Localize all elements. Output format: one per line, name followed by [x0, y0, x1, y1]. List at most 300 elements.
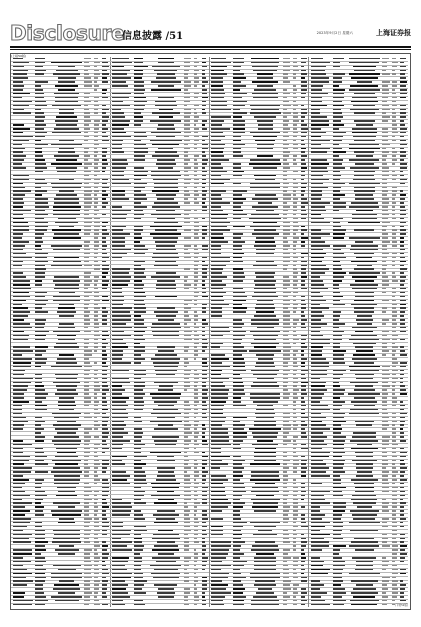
table-cell — [94, 210, 99, 212]
table-cell — [112, 311, 130, 313]
table-cell — [202, 530, 207, 532]
table-cell — [354, 112, 375, 114]
table-cell — [293, 557, 299, 559]
table-cell — [392, 304, 397, 306]
table-cell — [301, 187, 306, 189]
table-cell — [333, 268, 342, 270]
table-cell — [293, 66, 298, 68]
table-cell — [283, 460, 290, 462]
table-cell — [400, 600, 406, 602]
table-cell — [283, 210, 288, 212]
table-cell — [57, 171, 75, 173]
table-cell — [311, 77, 329, 79]
table-cell — [84, 389, 89, 391]
table-cell — [102, 202, 108, 204]
table-cell — [154, 265, 178, 267]
table-cell — [392, 413, 396, 415]
table-cell — [400, 596, 404, 598]
table-cell — [211, 499, 228, 501]
table-cell — [392, 557, 397, 559]
table-cell — [254, 346, 276, 348]
table-cell — [202, 304, 207, 306]
table-cell — [311, 327, 321, 329]
table-cell — [333, 374, 343, 376]
table-cell — [392, 151, 397, 153]
table-cell — [202, 565, 206, 567]
table-cell — [333, 514, 343, 516]
table-cell — [194, 190, 198, 192]
table-cell — [112, 541, 131, 543]
table-cell — [13, 553, 32, 555]
table-cell — [112, 424, 126, 426]
table-cell — [233, 89, 240, 91]
table-cell — [293, 144, 298, 146]
table-cell — [194, 155, 199, 157]
table-cell — [102, 159, 107, 161]
table-cell — [158, 350, 174, 352]
table-cell — [211, 311, 221, 313]
table-cell — [211, 405, 224, 407]
table-cell — [94, 284, 97, 286]
table-cell — [194, 460, 197, 462]
table-cell — [94, 105, 98, 107]
table-cell — [333, 140, 343, 142]
table-cell — [233, 300, 246, 302]
table-cell — [84, 202, 92, 204]
masthead-word: Disclosure — [10, 21, 125, 45]
table-cell — [233, 66, 240, 68]
table-cell — [112, 526, 123, 528]
table-cell — [154, 522, 179, 524]
table-cell — [158, 62, 175, 64]
table-cell — [112, 245, 124, 247]
table-cell — [194, 93, 199, 95]
table-cell — [301, 596, 305, 598]
table-cell — [134, 85, 144, 87]
table-cell — [382, 346, 387, 348]
table-cell — [94, 417, 97, 419]
table-cell — [283, 569, 289, 571]
table-cell — [35, 487, 41, 489]
table-cell — [35, 198, 49, 200]
table-cell — [84, 323, 89, 325]
table-cell — [112, 335, 131, 337]
table-cell — [354, 190, 376, 192]
table-cell — [211, 463, 228, 465]
table-cell — [333, 444, 344, 446]
table-cell — [283, 280, 290, 282]
table-cell — [184, 518, 190, 520]
table-cell — [202, 374, 208, 376]
table-cell — [202, 409, 208, 411]
table-cell — [102, 385, 108, 387]
table-cell — [283, 171, 287, 173]
table-cell — [13, 163, 22, 165]
table-cell — [84, 194, 91, 196]
table-cell — [254, 452, 276, 454]
table-cell — [134, 319, 144, 321]
table-cell — [355, 198, 374, 200]
table-cell — [112, 292, 122, 294]
table-cell — [350, 382, 378, 384]
table-cell — [53, 280, 79, 282]
table-cell — [233, 491, 245, 493]
table-cell — [400, 163, 406, 165]
table-cell — [293, 296, 296, 298]
table-cell — [333, 506, 347, 508]
table-cell — [202, 463, 208, 465]
table-cell — [211, 389, 229, 391]
table-cell — [233, 389, 244, 391]
table-cell — [35, 249, 42, 251]
table-cell — [382, 226, 387, 228]
table-cell — [184, 339, 192, 341]
table-cell — [311, 229, 321, 231]
table-cell — [311, 159, 328, 161]
table-cell — [35, 257, 48, 259]
table-cell — [94, 475, 97, 477]
table-cell — [400, 350, 405, 352]
table-cell — [84, 155, 90, 157]
table-cell — [13, 109, 24, 111]
table-cell — [156, 479, 176, 481]
table-cell — [35, 335, 47, 337]
table-cell — [57, 432, 76, 434]
table-cell — [400, 253, 404, 255]
table-cell — [194, 436, 199, 438]
table-cell — [392, 124, 397, 126]
table-cell — [94, 222, 99, 224]
table-cell — [112, 592, 128, 594]
table-cell — [53, 588, 79, 590]
table-cell — [194, 284, 197, 286]
table-cell — [194, 109, 197, 111]
table-cell — [392, 136, 395, 138]
table-cell — [56, 362, 77, 364]
table-cell — [301, 300, 305, 302]
table-cell — [333, 124, 345, 126]
table-cell — [35, 596, 46, 598]
table-cell — [134, 510, 141, 512]
table-cell — [392, 584, 396, 586]
table-cell — [35, 397, 47, 399]
table-cell — [293, 518, 298, 520]
table-cell — [211, 545, 231, 547]
table-cell — [293, 179, 296, 181]
table-cell — [84, 440, 90, 442]
table-cell — [102, 354, 107, 356]
table-cell — [59, 190, 74, 192]
table-cell — [184, 444, 189, 446]
table-cell — [254, 460, 276, 462]
table-cell — [156, 210, 175, 212]
table-cell — [211, 93, 224, 95]
table-cell — [357, 444, 372, 446]
table-cell — [211, 194, 221, 196]
table-cell — [134, 502, 146, 504]
table-cell — [382, 241, 389, 243]
table-cell — [301, 323, 305, 325]
table-cell — [153, 514, 179, 516]
table-cell — [356, 155, 373, 157]
table-cell — [134, 526, 146, 528]
table-cell — [94, 467, 97, 469]
table-cell — [102, 155, 106, 157]
table-cell — [184, 358, 188, 360]
table-cell — [102, 432, 109, 434]
table-cell — [293, 187, 298, 189]
table-cell — [156, 518, 175, 520]
table-cell — [13, 81, 23, 83]
table-cell — [58, 66, 75, 68]
table-cell — [301, 343, 305, 345]
table-cell — [152, 323, 179, 325]
table-cell — [400, 222, 406, 224]
table-cell — [251, 323, 279, 325]
table-cell — [233, 319, 242, 321]
table-cell — [94, 541, 98, 543]
table-cell — [202, 307, 207, 309]
table-cell — [102, 183, 106, 185]
table-cell — [293, 401, 296, 403]
table-cell — [84, 307, 88, 309]
table-cell — [333, 339, 343, 341]
table-cell — [311, 237, 321, 239]
table-cell — [55, 463, 77, 465]
table-cell — [211, 85, 223, 87]
table-cell — [134, 382, 145, 384]
table-cell — [112, 229, 123, 231]
table-cell — [301, 362, 305, 364]
table-cell — [84, 66, 89, 68]
table-cell — [283, 413, 290, 415]
table-cell — [153, 253, 178, 255]
table-cell — [184, 93, 191, 95]
table-cell — [102, 440, 106, 442]
table-cell — [258, 358, 273, 360]
table-cell — [56, 343, 77, 345]
table-cell — [392, 592, 398, 594]
table-cell — [35, 276, 45, 278]
table-cell — [13, 140, 29, 142]
table-cell — [84, 241, 90, 243]
table-cell — [392, 89, 395, 91]
table-cell — [255, 580, 276, 582]
table-cell — [84, 136, 88, 138]
table-cell — [400, 85, 405, 87]
table-cell — [352, 327, 377, 329]
table-cell — [311, 510, 320, 512]
table-cell — [159, 109, 173, 111]
table-cell — [13, 405, 22, 407]
table-cell — [112, 522, 123, 524]
header-rule — [10, 46, 411, 48]
table-cell — [155, 261, 176, 263]
table-cell — [233, 112, 246, 114]
table-cell — [400, 155, 406, 157]
table-cell — [13, 210, 31, 212]
table-cell — [194, 553, 199, 555]
table-cell — [13, 58, 23, 60]
table-cell — [102, 120, 108, 122]
table-cell — [233, 417, 247, 419]
table-cell — [102, 73, 108, 75]
table-cell — [382, 331, 389, 333]
table-cell — [13, 292, 29, 294]
table-cell — [35, 538, 46, 540]
table-cell — [392, 62, 397, 64]
table-cell — [382, 448, 386, 450]
table-cell — [151, 483, 180, 485]
table-cell — [35, 73, 45, 75]
table-cell — [354, 397, 375, 399]
table-cell — [311, 323, 328, 325]
table-cell — [392, 370, 398, 372]
table-cell — [301, 432, 307, 434]
table-cell — [202, 557, 208, 559]
table-cell — [382, 397, 387, 399]
table-cell — [254, 116, 276, 118]
table-cell — [283, 124, 288, 126]
table-cell — [57, 421, 76, 423]
table-cell — [283, 284, 290, 286]
table-cell — [301, 81, 307, 83]
table-cell — [253, 374, 277, 376]
table-cell — [54, 483, 78, 485]
table-cell — [54, 584, 78, 586]
table-cell — [293, 89, 297, 91]
table-cell — [55, 549, 79, 551]
table-cell — [102, 253, 107, 255]
table-cell — [194, 475, 199, 477]
table-cell — [211, 315, 222, 317]
table-cell — [382, 179, 387, 181]
table-cell — [400, 93, 407, 95]
table-cell — [400, 405, 405, 407]
table-cell — [283, 155, 289, 157]
table-cell — [94, 144, 99, 146]
table-cell — [35, 120, 44, 122]
table-cell — [151, 171, 180, 173]
table-cell — [35, 530, 45, 532]
table-cell — [202, 370, 207, 372]
table-cell — [283, 112, 291, 114]
table-cell — [184, 144, 188, 146]
table-cell — [283, 362, 288, 364]
table-cell — [184, 346, 189, 348]
table-cell — [35, 463, 48, 465]
table-cell — [356, 584, 373, 586]
table-cell — [233, 175, 241, 177]
table-cell — [293, 479, 296, 481]
table-cell — [84, 280, 91, 282]
table-cell — [35, 460, 44, 462]
table-cell — [392, 85, 397, 87]
table-cell — [158, 405, 174, 407]
table-cell — [301, 198, 307, 200]
table-cell — [354, 140, 374, 142]
table-cell — [84, 167, 88, 169]
table-cell — [184, 487, 190, 489]
table-cell — [311, 311, 323, 313]
table-cell — [84, 73, 89, 75]
table-cell — [311, 148, 330, 150]
table-column-block — [110, 57, 210, 607]
table-cell — [13, 534, 32, 536]
table-cell — [233, 405, 245, 407]
table-cell — [311, 280, 324, 282]
table-cell — [333, 300, 340, 302]
table-cell — [400, 112, 406, 114]
table-cell — [211, 70, 224, 72]
table-cell — [211, 413, 223, 415]
table-cell — [283, 245, 290, 247]
table-cell — [301, 307, 306, 309]
table-cell — [283, 428, 291, 430]
table-cell — [355, 421, 374, 423]
table-cell — [35, 319, 46, 321]
table-cell — [202, 584, 207, 586]
table-cell — [392, 261, 395, 263]
table-cell — [301, 514, 305, 516]
table-cell — [400, 409, 404, 411]
table-cell — [293, 272, 298, 274]
table-cell — [250, 522, 280, 524]
table-cell — [134, 374, 146, 376]
table-cell — [333, 159, 344, 161]
table-cell — [351, 261, 377, 263]
table-cell — [382, 249, 387, 251]
table-cell — [351, 77, 378, 79]
table-cell — [211, 81, 223, 83]
table-cell — [382, 58, 389, 60]
table-cell — [354, 405, 375, 407]
table-cell — [392, 487, 398, 489]
table-cell — [254, 421, 277, 423]
table-cell — [258, 530, 272, 532]
table-cell — [352, 495, 376, 497]
table-cell — [202, 77, 207, 79]
table-cell — [94, 85, 98, 87]
table-cell — [211, 128, 229, 130]
table-cell — [283, 561, 287, 563]
table-cell — [153, 409, 178, 411]
table-column-block — [11, 57, 111, 607]
table-cell — [311, 105, 327, 107]
table-cell — [311, 491, 330, 493]
table-cell — [58, 89, 75, 91]
table-cell — [293, 370, 297, 372]
table-cell — [283, 346, 291, 348]
table-cell — [56, 385, 77, 387]
table-cell — [102, 491, 108, 493]
table-cell — [54, 233, 79, 235]
table-cell — [301, 144, 305, 146]
table-cell — [382, 389, 387, 391]
table-cell — [102, 413, 106, 415]
table-cell — [349, 183, 380, 185]
table-cell — [13, 93, 30, 95]
table-cell — [354, 175, 374, 177]
table-cell — [155, 296, 177, 298]
table-cell — [400, 534, 405, 536]
table-cell — [134, 237, 142, 239]
table-cell — [112, 206, 122, 208]
table-cell — [59, 323, 74, 325]
table-cell — [202, 280, 206, 282]
table-cell — [311, 526, 325, 528]
table-cell — [184, 440, 191, 442]
